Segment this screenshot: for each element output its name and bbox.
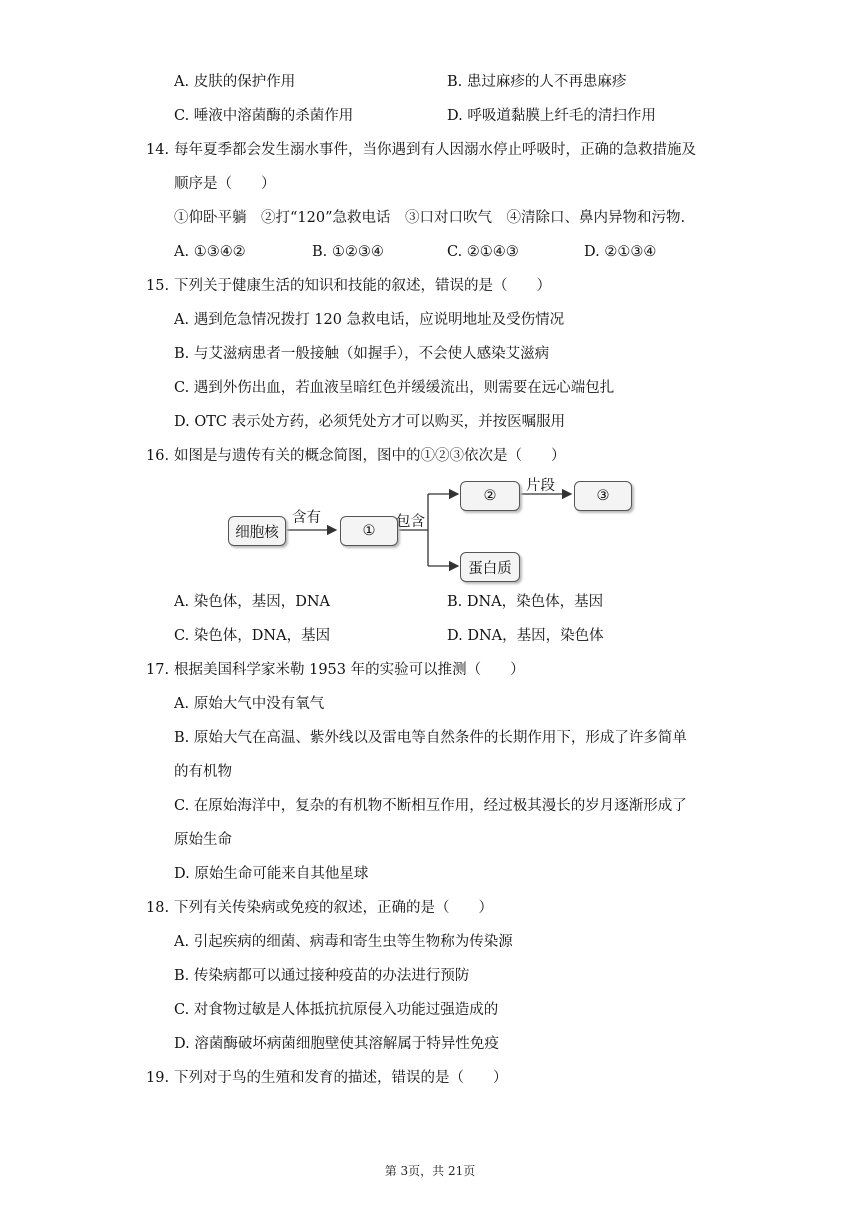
q17-option-d: D. 原始生命可能来自其他星球 — [174, 866, 369, 882]
q18-option-a: A. 引起疾病的细菌、病毒和寄生虫等生物称为传染源 — [174, 934, 513, 950]
q17-option-c-line1: C. 在原始海洋中，复杂的有机物不断相互作用，经过极其漫长的岁月逐渐形成了 — [174, 798, 687, 814]
q17-option-c-line2: 原始生命 — [174, 832, 232, 848]
q14-option-d: D. ②①③④ — [584, 244, 657, 260]
q14-stem-line1: 每年夏季都会发生溺水事件，当你遇到有人因溺水停止呼吸时，正确的急救措施及 — [174, 142, 696, 158]
nucleus-box: 细胞核 — [228, 516, 286, 546]
q15-option-d: D. OTC 表示处方药，必须凭处方才可以购买，并按医嘱服用 — [174, 414, 566, 430]
q16-number: 16. — [146, 448, 170, 464]
q19-number: 19. — [146, 1070, 170, 1086]
segment-label: 片段 — [526, 478, 555, 494]
q14-option-b: B. ①②③④ — [312, 244, 384, 260]
q18-option-d: D. 溶菌酶破坏病菌细胞壁使其溶解属于特异性免疫 — [174, 1036, 499, 1052]
q13-option-a: A. 皮肤的保护作用 — [174, 74, 296, 90]
q17-number: 17. — [146, 662, 170, 678]
q15-number: 15. — [146, 278, 170, 294]
q15-option-c: C. 遇到外伤出血，若血液呈暗红色并缓缓流出，则需要在远心端包扎 — [174, 380, 615, 396]
box-3: ③ — [574, 481, 632, 511]
protein-box: 蛋白质 — [460, 552, 520, 582]
q13-option-d: D. 呼吸道黏膜上纤毛的清扫作用 — [447, 108, 656, 124]
q16-option-d: D. DNA，基因，染色体 — [447, 628, 604, 644]
q17-option-b-line1: B. 原始大气在高温、紫外线以及雷电等自然条件的长期作用下，形成了许多简单 — [174, 730, 687, 746]
include-label: 包含 — [396, 514, 425, 530]
box-2: ② — [460, 481, 520, 511]
q18-stem: 下列有关传染病或免疫的叙述，正确的是（ ） — [174, 900, 493, 916]
contains-label: 含有 — [292, 510, 321, 526]
q16-option-b: B. DNA，染色体，基因 — [447, 594, 604, 610]
q16-option-a: A. 染色体，基因，DNA — [174, 594, 330, 610]
q14-steps: ①仰卧平躺 ②打“120”急救电话 ③口对口吹气 ④清除口、鼻内异物和污物. — [174, 210, 686, 226]
q14-stem-line2: 顺序是（ ） — [174, 176, 276, 192]
q14-number: 14. — [146, 142, 170, 158]
q16-stem: 如图是与遗传有关的概念简图，图中的①②③依次是（ ） — [174, 448, 566, 464]
q15-option-b: B. 与艾滋病患者一般接触（如握手），不会使人感染艾滋病 — [174, 346, 550, 362]
q15-option-a: A. 遇到危急情况拨打 120 急救电话，应说明地址及受伤情况 — [174, 312, 565, 328]
q18-number: 18. — [146, 900, 170, 916]
page-footer: 第 3页，共 21页 — [384, 1164, 476, 1178]
q18-option-c: C. 对食物过敏是人体抵抗抗原侵入功能过强造成的 — [174, 1002, 499, 1018]
q17-option-b-line2: 的有机物 — [174, 764, 232, 780]
q14-option-c: C. ②①④③ — [447, 244, 519, 260]
q17-option-a: A. 原始大气中没有氧气 — [174, 696, 325, 712]
box-1: ① — [340, 516, 398, 546]
genetics-concept-diagram — [226, 474, 636, 584]
q13-option-b: B. 患过麻疹的人不再患麻疹 — [447, 74, 627, 90]
q19-stem: 下列对于鸟的生殖和发育的描述，错误的是（ ） — [174, 1070, 508, 1086]
q15-stem: 下列关于健康生活的知识和技能的叙述，错误的是（ ） — [174, 278, 551, 294]
q14-option-a: A. ①③④② — [174, 244, 246, 260]
q18-option-b: B. 传染病都可以通过接种疫苗的办法进行预防 — [174, 968, 470, 984]
q13-option-c: C. 唾液中溶菌酶的杀菌作用 — [174, 108, 354, 124]
q17-stem: 根据美国科学家米勒 1953 年的实验可以推测（ ） — [174, 662, 525, 678]
q16-option-c: C. 染色体，DNA，基因 — [174, 628, 331, 644]
